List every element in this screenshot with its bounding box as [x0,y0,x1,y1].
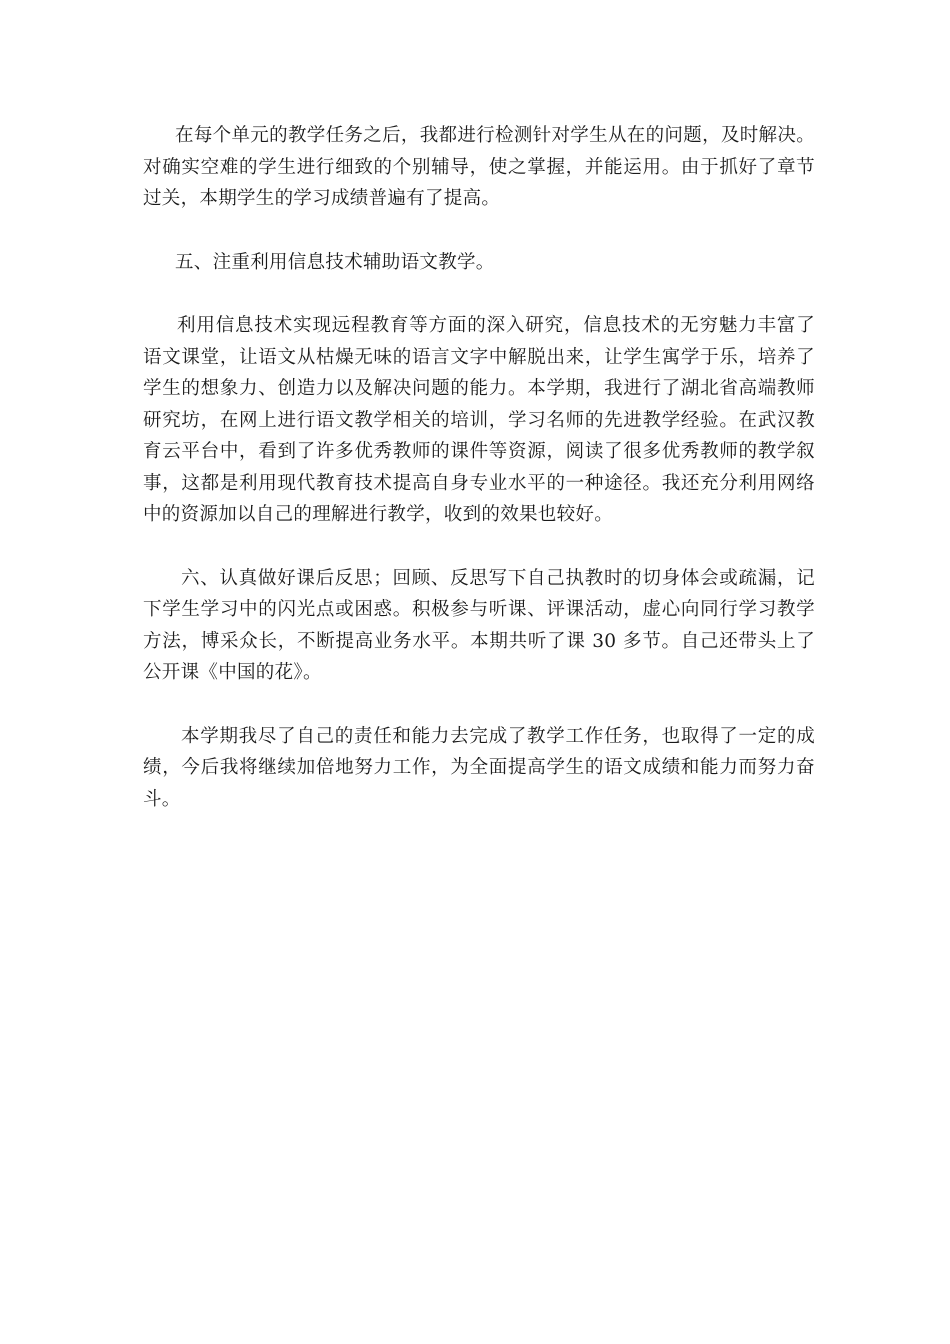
document-body [143,120,815,815]
paragraph-conclusion: 本学期我尽了自己的责任和能力去完成了教学工作任务，也取得了一定的成绩，今后我将继续加倍地努力工作，为全面提高学生的语文成绩和能力而努力奋斗。 [143,725,815,810]
section-heading-five: 五、注重利用信息技术辅助语文教学。 [175,251,495,273]
paragraph-unit-review: 在每个单元的教学任务之后，我都进行检测针对学生从在的问题，及时解决。对确实空难的学生进行细致的个别辅导，使之掌握，并能运用。由于抓好了章节过关，本期学生的学习成绩普遍有了提高。 [143,125,815,209]
paragraph-information-technology: 利用信息技术实现远程教育等方面的深入研究，信息技术的无穷魅力丰富了语文课堂，让语文从枯燥无味的语言文字中解脱出来，让学生寓学于乐，培养了学生的想象力、创造力以及解决问题的能力。本学期，我进行了湖北省高端教师研究坊，在网上进行语文教学相关的培训，学习名师的先进教学经验。在武汉教育云平台中，看到了许多优秀教师的课件等资源，阅读了很多优秀教师的教学叙事，这都是利用现代教育技术提高自身专业水平的一种途径。我还充分利用网络中的资源加以自己的理解进行教学，收到的效果也较好。 [143,315,815,525]
paragraph-section-six-reflection: 六、认真做好课后反思；回顾、反思写下自己执教时的切身体会或疏漏，记下学生学习中的闪光点或困惑。积极参与听课、评课活动，虚心向同行学习教学方法，博采众长，不断提高业务水平。本期共听了课 30 多节。自己还带头上了公开课《中国的花》。 [143,567,815,683]
